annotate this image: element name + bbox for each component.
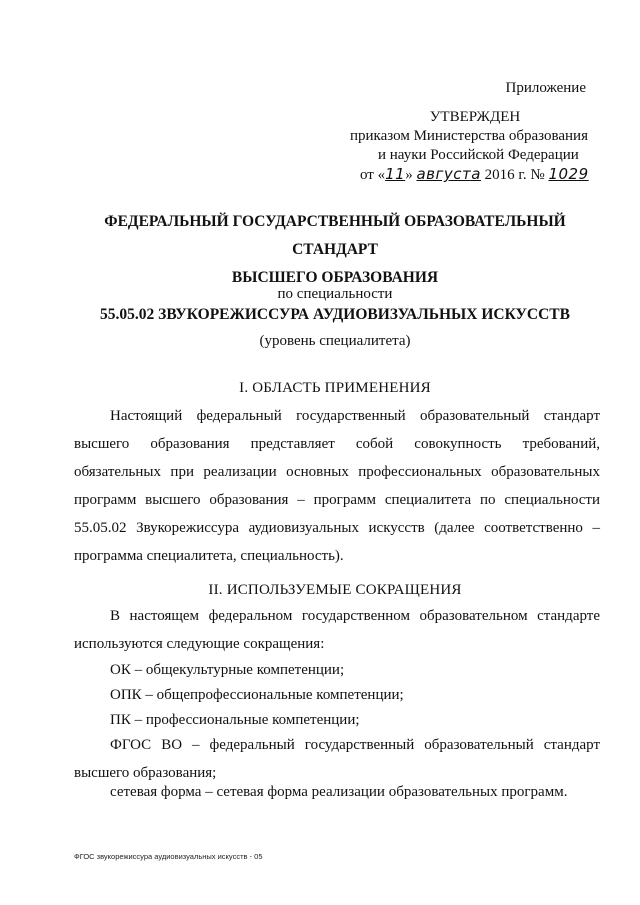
abbreviation-item: ОПК – общепрофессиональные компетенции;: [110, 687, 404, 703]
approval-date-line: [340, 165, 600, 185]
title-line-1: ФЕДЕРАЛЬНЫЙ ГОСУДАРСТВЕННЫЙ ОБРАЗОВАТЕЛЬНЫЙ СТАНДАРТ: [104, 213, 566, 258]
approval-line-federation: и науки Российской Федерации: [378, 147, 579, 163]
abbreviation-item: ПК – профессиональные компетенции;: [110, 712, 360, 728]
specialty-name: 55.05.02 ЗВУКОРЕЖИССУРА АУДИОВИЗУАЛЬНЫХ ИСКУССТВ: [100, 306, 570, 323]
approval-number-handwritten: 1029: [548, 165, 589, 183]
section-1-heading: I. ОБЛАСТЬ ПРИМЕНЕНИЯ: [239, 380, 431, 396]
abbreviation-item: ФГОС ВО – федеральный государственный образовательный стандарт высшего образования;: [74, 737, 600, 781]
abbreviation-item: сетевая форма – сетевая форма реализации образовательных программ.: [110, 784, 568, 800]
specialty-label: по специальности: [277, 286, 393, 302]
section-1-paragraph: Настоящий федеральный государственный образовательный стандарт высшего образования представляет собой совокупность требований, обязательных при реализации основных профессиональных образовательных программ высшего образования – программ специалитета по специальности 55.05.02 Звукорежиссура аудиовизуальных искусств (далее соответственно – программа специалитета, специальность).: [74, 408, 600, 564]
page-footer: ФГОС звукорежиссура аудиовизуальных искусств - 05: [74, 852, 263, 861]
approval-month-handwritten: августа: [416, 165, 481, 183]
approval-line-ministry: приказом Министерства образования: [350, 128, 588, 144]
approval-title: УТВЕРЖДЕН: [429, 109, 521, 125]
document-title: [60, 208, 610, 292]
approval-block: [340, 108, 600, 185]
appendix-label: Приложение: [505, 80, 586, 96]
abbreviation-item: ОК – общекультурные компетенции;: [110, 662, 345, 678]
approval-date-mid: »: [405, 167, 413, 183]
approval-year: 2016 г. №: [484, 167, 545, 183]
section-2-heading: II. ИСПОЛЬЗУЕМЫЕ СОКРАЩЕНИЯ: [208, 582, 462, 598]
title-line-2: ВЫСШЕГО ОБРАЗОВАНИЯ: [231, 269, 439, 286]
approval-date-prefix: от «: [360, 167, 386, 183]
section-2-intro: В настоящем федеральном государственном образовательном стандарте используются следующие сокращения:: [74, 608, 600, 652]
specialty-level: (уровень специалитета): [259, 333, 411, 349]
approval-day-handwritten: 11: [385, 165, 406, 183]
